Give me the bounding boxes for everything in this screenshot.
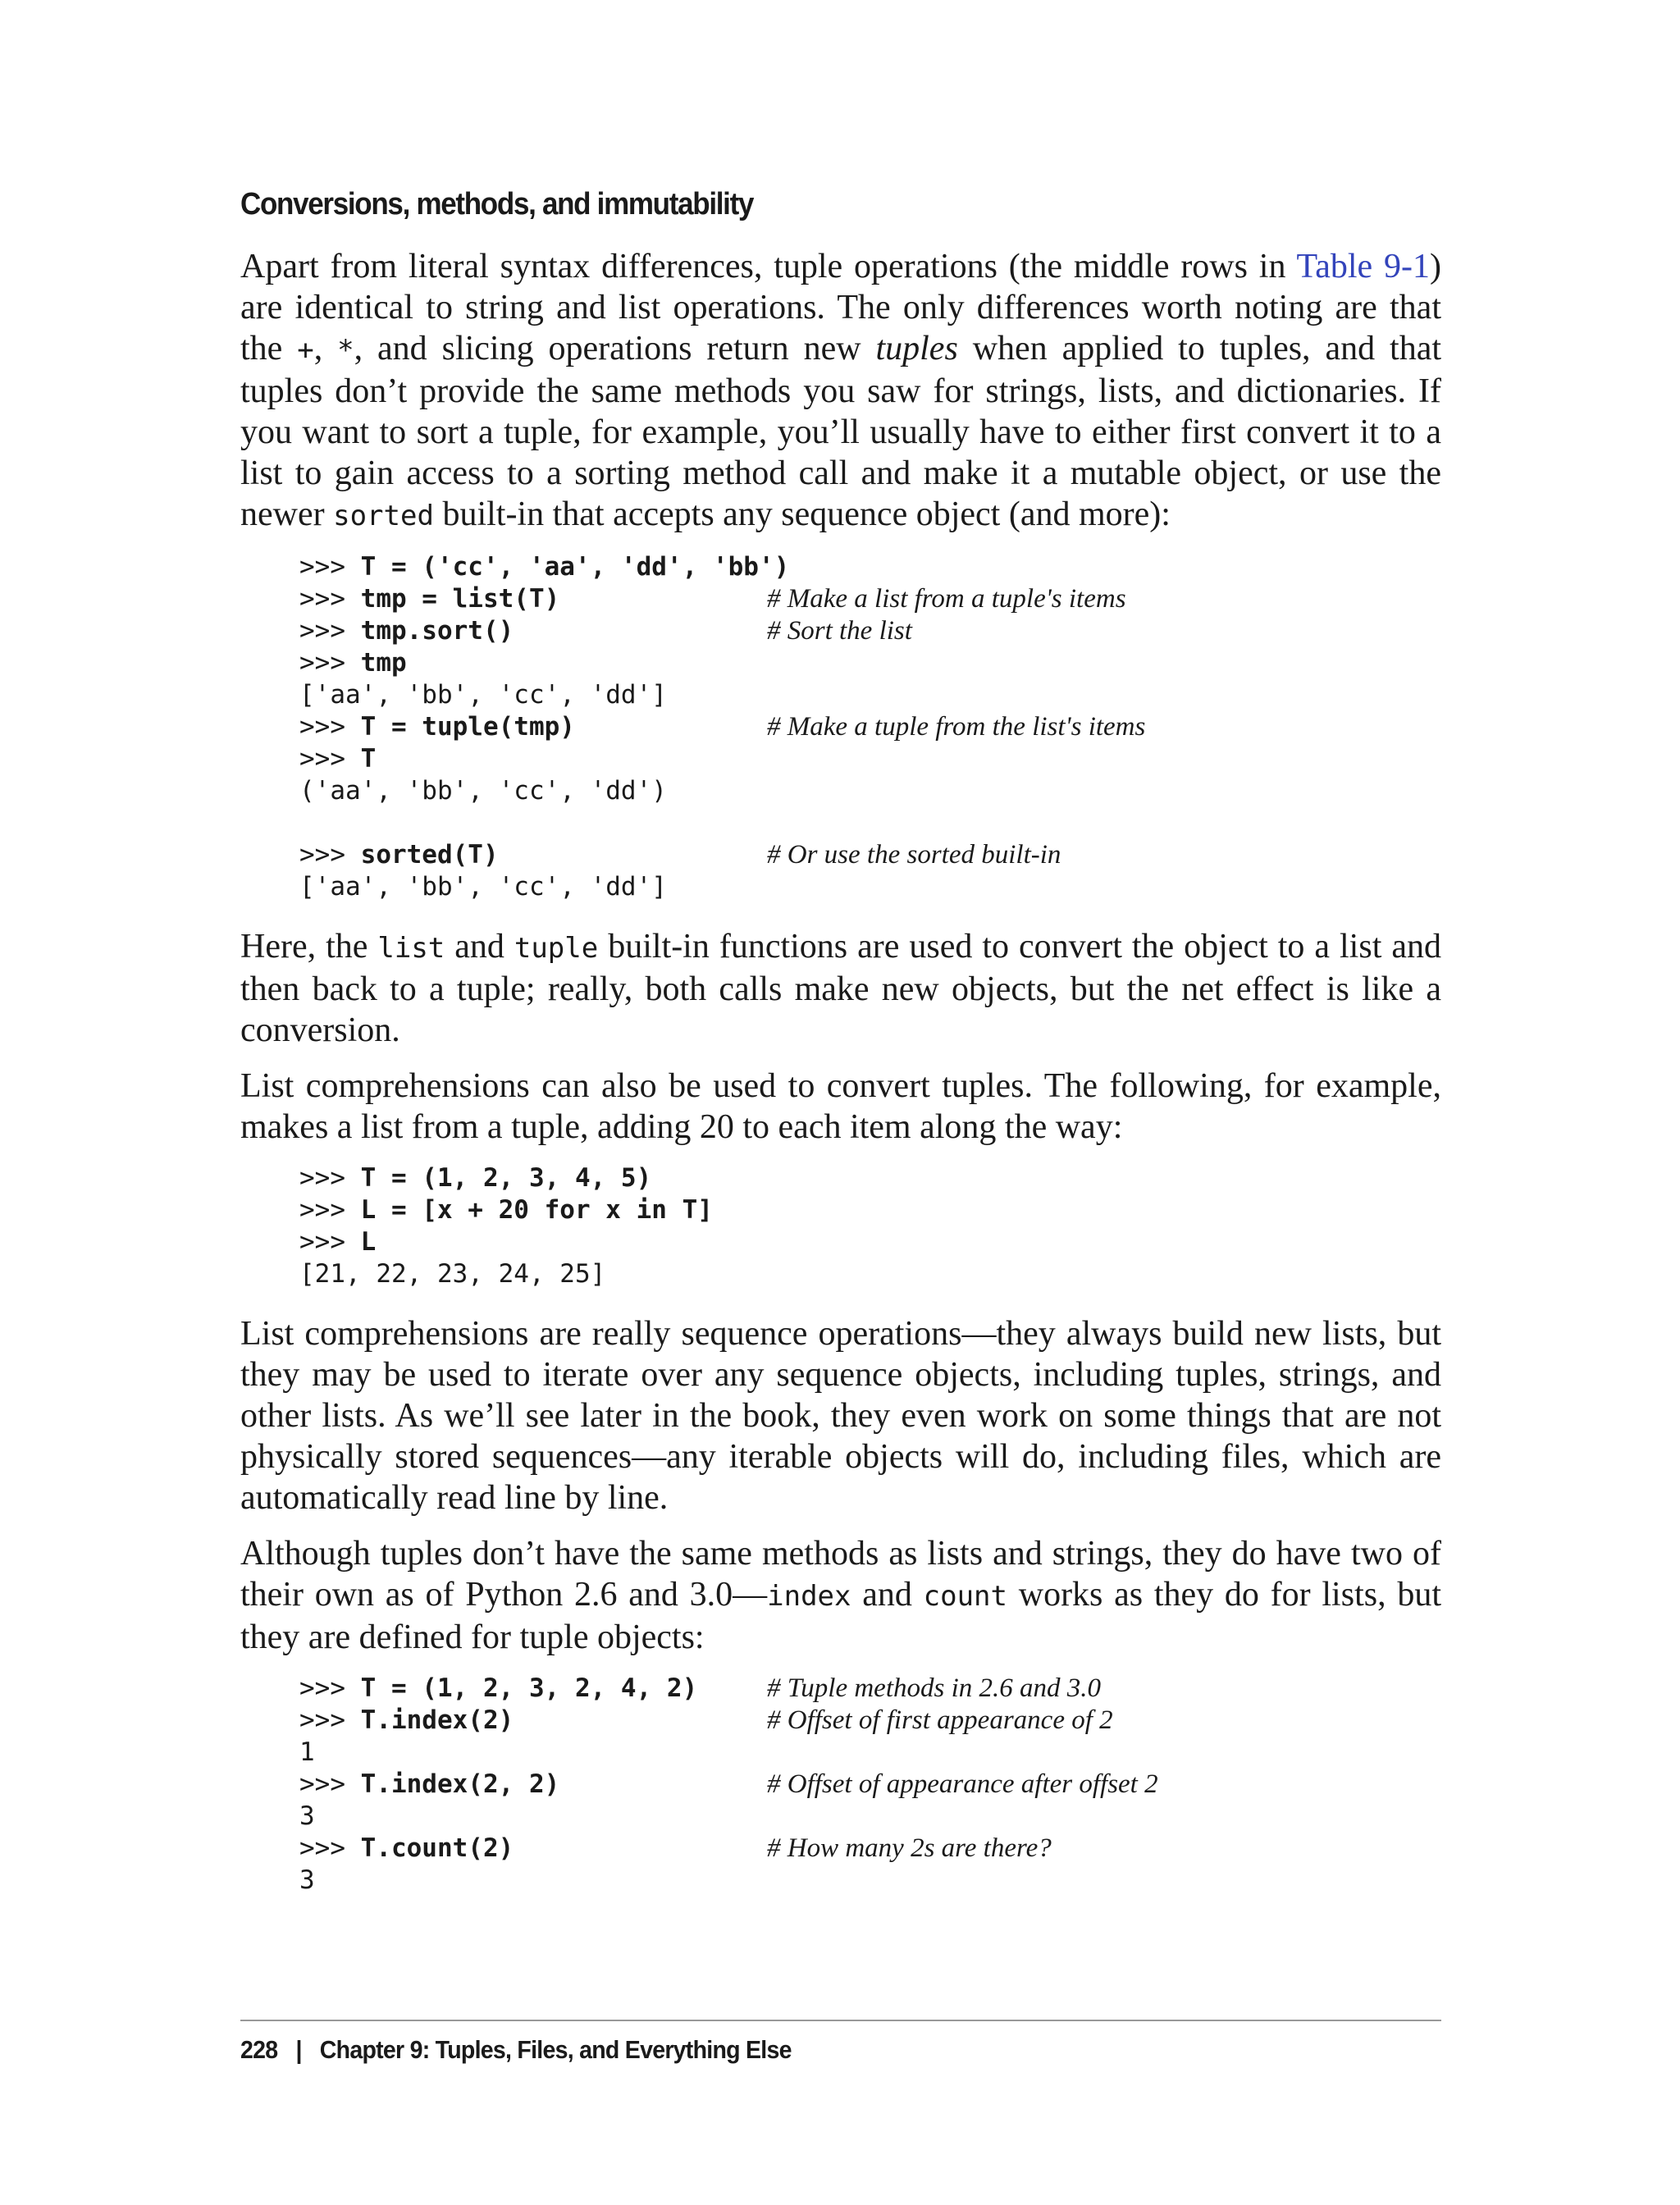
code-text: [299, 1801, 767, 1833]
inline-code-tuple: tuple: [514, 932, 599, 965]
code-block-sort-tuple: [299, 551, 1441, 903]
code-comment: # Sort the list: [767, 616, 912, 646]
code-text: [299, 583, 767, 615]
code-command: tmp: [360, 648, 407, 678]
inline-code-list: list: [377, 932, 445, 965]
page-footer: [240, 2032, 792, 2068]
code-command: L: [360, 1227, 377, 1257]
code-comment: # Tuple methods in 2.6 and 3.0: [767, 1673, 1102, 1703]
code-line: [299, 1737, 1441, 1769]
code-line: [299, 1162, 1441, 1194]
code-text: [299, 679, 767, 711]
code-text: [299, 1162, 767, 1194]
paragraph-1: [240, 246, 1441, 536]
code-text: [299, 1705, 767, 1737]
inline-code-count: count: [923, 1580, 1007, 1613]
code-comment: # How many 2s are there?: [767, 1833, 1052, 1863]
code-prompt: ('aa', 'bb', 'cc', 'dd'): [299, 776, 667, 806]
code-prompt: 3: [299, 1801, 315, 1831]
code-line: [299, 743, 1441, 775]
code-prompt: >>>: [299, 552, 361, 582]
code-line: [299, 1865, 1441, 1897]
code-text: [299, 551, 790, 583]
code-command: T = tuple(tmp): [360, 712, 575, 742]
inline-code-star: *: [337, 334, 354, 367]
page-content: [240, 172, 1441, 1920]
code-line: [299, 551, 1441, 583]
code-line: [299, 1194, 1441, 1226]
code-line: [299, 1833, 1441, 1865]
code-prompt: >>>: [299, 1195, 361, 1225]
code-text: [299, 1833, 767, 1865]
code-text: [299, 775, 767, 807]
code-line: [299, 1705, 1441, 1737]
code-comment: # Offset of appearance after offset 2: [767, 1769, 1158, 1799]
code-text: [299, 1673, 767, 1705]
paragraph-1-text-b: ) are identical to string and list operations. The only differences worth noting are that the: [240, 248, 1441, 368]
code-command: T.count(2): [360, 1833, 514, 1863]
code-line: [299, 711, 1441, 743]
code-command: T = (1, 2, 3, 2, 4, 2): [360, 1673, 698, 1703]
code-block-tuple-methods: [299, 1673, 1441, 1897]
paragraph-2: [240, 926, 1441, 1051]
footer-divider: [240, 2020, 1441, 2021]
paragraph-4: List comprehensions are really sequence operations—they always build new lists, but they may be used to iterate over any sequence objects, including tuples, strings, and other lists. As we’ll see later in the book, they even work on some things that are not physically stored sequences—any iterable objects will do, including files, which are automatically read line by line.: [240, 1315, 1441, 1517]
code-prompt: >>>: [299, 744, 361, 774]
code-prompt: >>>: [299, 1163, 361, 1193]
code-line: [299, 1801, 1441, 1833]
code-line: [299, 1673, 1441, 1705]
code-prompt: >>>: [299, 584, 361, 614]
code-line: [299, 1769, 1441, 1801]
code-text: [299, 839, 767, 871]
code-text: [299, 1737, 767, 1769]
code-prompt: >>>: [299, 1227, 361, 1257]
paragraph-3: List comprehensions can also be used to convert tuples. The following, for example, makes a list from a tuple, adding 20 to each item along the way:: [240, 1067, 1441, 1146]
code-command: L = [x + 20 for x in T]: [360, 1195, 713, 1225]
inline-code-index: index: [767, 1580, 851, 1613]
code-text: [299, 1865, 767, 1897]
code-prompt: >>>: [299, 1705, 361, 1735]
code-text: [299, 1194, 767, 1226]
emphasis-tuples: tuples: [875, 330, 958, 368]
paragraph-1-text-c: ,: [313, 330, 338, 368]
code-prompt: ['aa', 'bb', 'cc', 'dd']: [299, 680, 667, 710]
code-prompt: >>>: [299, 1769, 361, 1799]
code-command: tmp = list(T): [360, 584, 560, 614]
paragraph-2-text-a: Here, the: [240, 928, 378, 966]
paragraph-2-text-b: and: [445, 928, 514, 966]
inline-code-plus: +: [297, 334, 314, 367]
paragraph-5-text-b: and: [851, 1576, 924, 1614]
code-text: [299, 1769, 767, 1801]
code-prompt: 1: [299, 1737, 315, 1767]
code-command: tmp.sort(): [360, 616, 514, 646]
code-text: [299, 743, 767, 775]
code-line: [299, 647, 1441, 679]
table-9-1-link[interactable]: Table 9-1: [1296, 248, 1430, 285]
code-line: [299, 1258, 1441, 1290]
code-comment: # Make a list from a tuple's items: [767, 584, 1126, 614]
code-comment: # Offset of first appearance of 2: [767, 1705, 1113, 1735]
paragraph-1-text-a: Apart from literal syntax differences, tuple operations (the middle rows in: [240, 248, 1297, 285]
paragraph-1-text-f: built-in that accepts any sequence object (and more):: [433, 495, 1171, 533]
code-prompt: ['aa', 'bb', 'cc', 'dd']: [299, 872, 667, 902]
code-line: [299, 1226, 1441, 1258]
code-text: [299, 1258, 767, 1290]
code-prompt: >>>: [299, 840, 361, 870]
code-command: T: [360, 744, 377, 774]
code-text: [299, 1226, 767, 1258]
code-command: sorted(T): [360, 840, 499, 870]
inline-code-sorted: sorted: [333, 500, 434, 532]
code-block-list-comprehension: [299, 1162, 1441, 1290]
code-comment: # Or use the sorted built-in: [767, 840, 1061, 870]
code-text: [299, 871, 767, 903]
code-prompt: >>>: [299, 648, 361, 678]
code-line: [299, 679, 1441, 711]
code-command: T = (1, 2, 3, 4, 5): [360, 1163, 652, 1193]
code-line: [299, 839, 1441, 871]
code-command: T = ('cc', 'aa', 'dd', 'bb'): [360, 552, 790, 582]
chapter-title: Chapter 9: Tuples, Files, and Everything Else: [319, 2035, 792, 2064]
code-prompt: >>>: [299, 1673, 361, 1703]
code-prompt: [21, 22, 23, 24, 25]: [299, 1259, 606, 1289]
paragraph-5-text-a: Although tuples don’t have the same methods as lists and strings, they do have two of their own as of Python 2.6 and 3.0—: [240, 1535, 1441, 1614]
page-number: 228: [240, 2035, 278, 2064]
paragraph-1-text-e: when applied to tuples, and that tuples don’t provide the same methods you saw for strings, lists, and dictionaries. If you want to sort a tuple, for example, you’ll usually have to either first convert it to a list to gain access to a sorting method call and make it a mutable object, or use the newer: [240, 330, 1442, 533]
paragraph-5-text-c: works as they do for lists, but they are defined for tuple objects:: [240, 1576, 1441, 1656]
code-line: [299, 775, 1441, 807]
code-prompt: >>>: [299, 712, 361, 742]
code-line: [299, 807, 1441, 839]
code-text: [299, 711, 767, 743]
code-line: [299, 615, 1441, 647]
code-comment: # Make a tuple from the list's items: [767, 712, 1146, 742]
code-line: [299, 871, 1441, 903]
code-text: [299, 615, 767, 647]
code-prompt: >>>: [299, 616, 361, 646]
paragraph-5: [240, 1533, 1441, 1658]
code-text: [299, 647, 767, 679]
paragraph-1-text-d: , and slicing operations return new: [354, 330, 876, 368]
code-command: T.index(2): [360, 1705, 514, 1735]
footer-separator: |: [295, 2035, 302, 2064]
paragraph-2-text-c: built-in functions are used to convert the object to a list and then back to a tuple; really, both calls make new objects, but the net effect is like a conversion.: [240, 928, 1441, 1049]
section-title: Conversions, methods, and immutability: [240, 187, 754, 221]
code-prompt: >>>: [299, 1833, 361, 1863]
code-command: T.index(2, 2): [360, 1769, 560, 1799]
code-line: [299, 583, 1441, 615]
code-prompt: 3: [299, 1865, 315, 1895]
